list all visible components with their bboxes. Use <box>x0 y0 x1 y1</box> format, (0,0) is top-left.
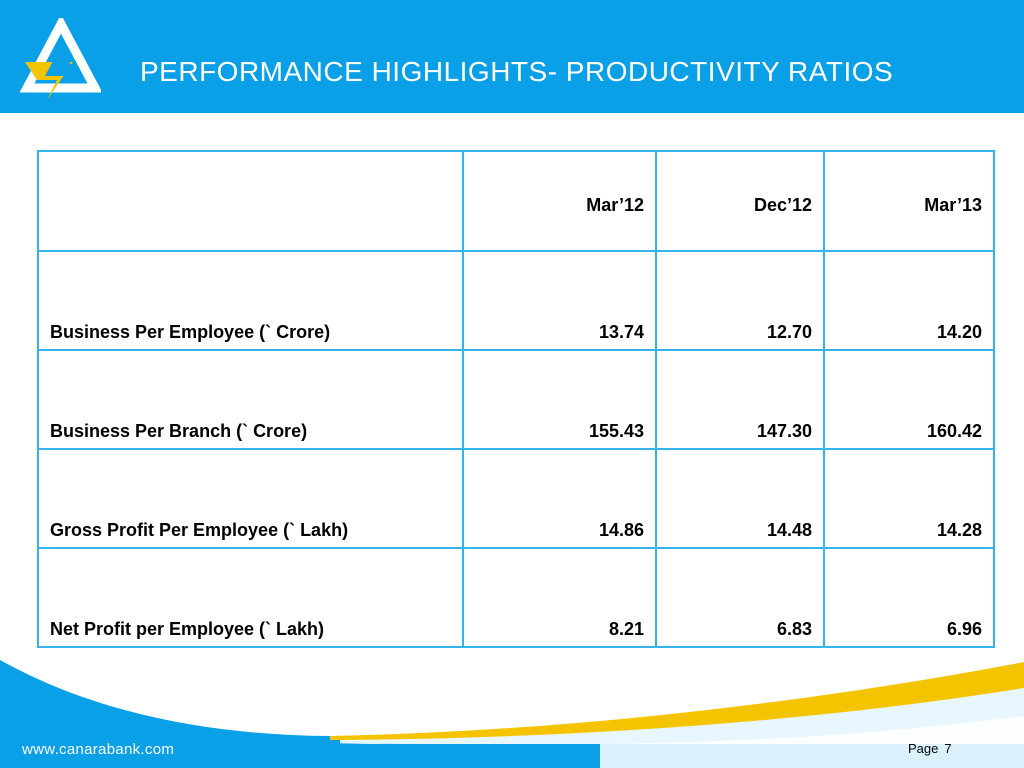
canara-bank-logo-icon <box>17 18 101 102</box>
table-header-row <box>38 151 994 251</box>
row-value-mar13: 14.28 <box>824 449 994 548</box>
table-row <box>38 449 994 548</box>
row-label: Net Profit per Employee (` Lakh) <box>38 548 463 647</box>
productivity-ratios-table <box>37 150 995 648</box>
row-value-dec12: 14.48 <box>656 449 824 548</box>
header-cell-empty <box>38 151 463 251</box>
row-label: Business Per Branch (` Crore) <box>38 350 463 449</box>
page-label: Page <box>908 741 939 756</box>
header-cell-dec12: Dec’12 <box>656 151 824 251</box>
header-bar <box>0 0 1024 113</box>
table-row <box>38 548 994 647</box>
row-value-mar12: 14.86 <box>463 449 656 548</box>
row-value-mar12: 8.21 <box>463 548 656 647</box>
table-row <box>38 350 994 449</box>
row-value-mar13: 6.96 <box>824 548 994 647</box>
header-cell-mar12: Mar’12 <box>463 151 656 251</box>
row-label: Business Per Employee (` Crore) <box>38 251 463 350</box>
row-label: Gross Profit Per Employee (` Lakh) <box>38 449 463 548</box>
page-number: 7 <box>944 741 952 756</box>
website-link[interactable]: www.canarabank.com <box>22 741 175 758</box>
row-value-dec12: 6.83 <box>656 548 824 647</box>
header-cell-mar13: Mar’13 <box>824 151 994 251</box>
page-indicator <box>908 741 952 756</box>
row-value-mar12: 155.43 <box>463 350 656 449</box>
page-title: PERFORMANCE HIGHLIGHTS- PRODUCTIVITY RATIOS <box>140 56 894 87</box>
row-value-mar12: 13.74 <box>463 251 656 350</box>
row-value-dec12: 12.70 <box>656 251 824 350</box>
table-row <box>38 251 994 350</box>
row-value-dec12: 147.30 <box>656 350 824 449</box>
row-value-mar13: 14.20 <box>824 251 994 350</box>
row-value-mar13: 160.42 <box>824 350 994 449</box>
